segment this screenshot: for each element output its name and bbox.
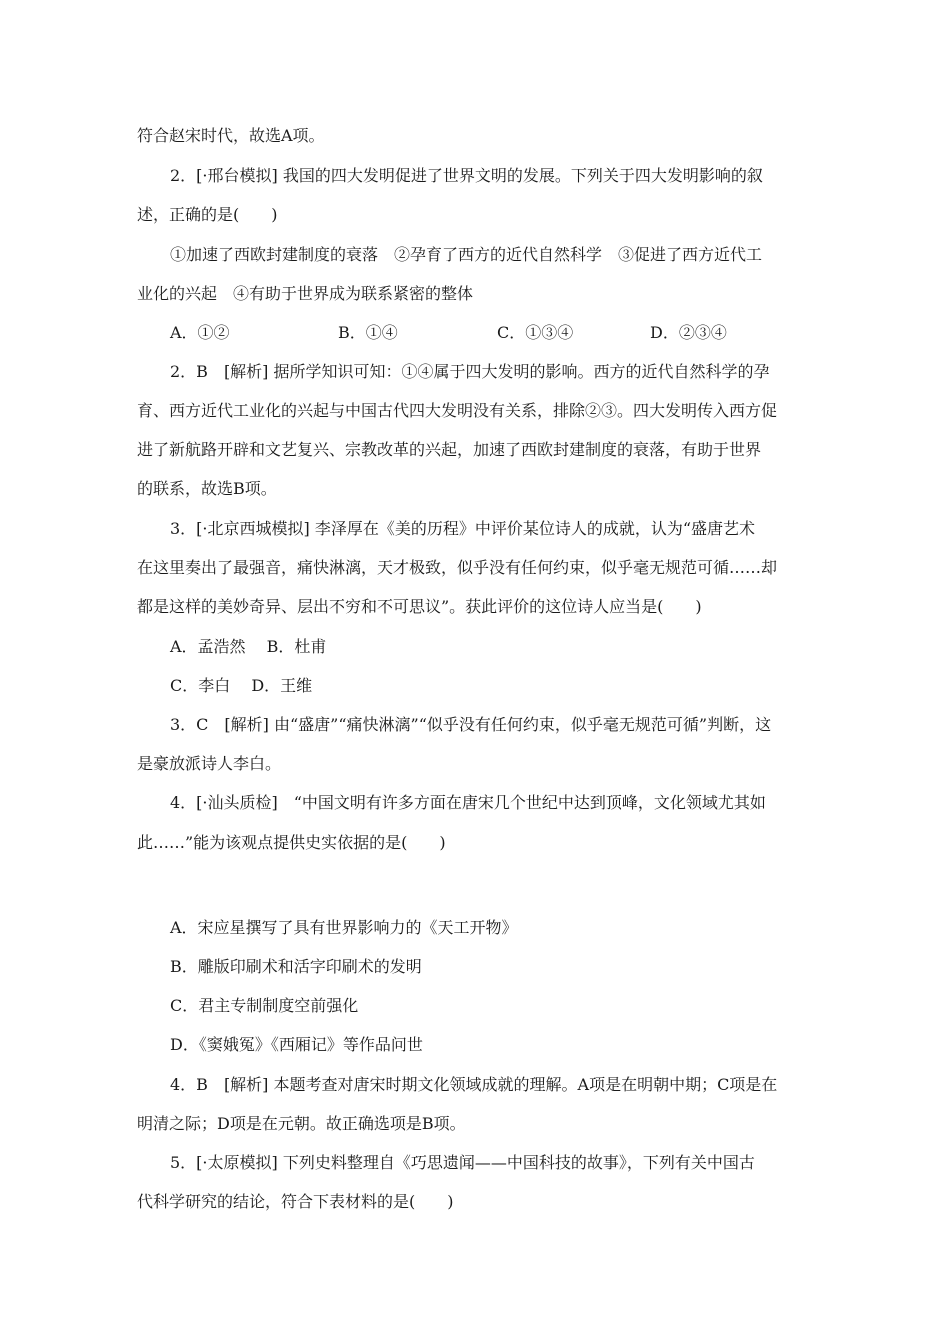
q4-option-a: A．宋应星撰写了具有世界影响力的《天工开物》 <box>170 918 518 937</box>
q3-options-ab: A．孟浩然 B．杜甫 <box>170 637 327 656</box>
q3-options-cd: C．李白 D．王维 <box>170 676 313 695</box>
answer-4-analysis: 4．B [解析] 本题考查对唐宋时期文化领域成就的理解。A项是在明朝中期；C项是在 <box>170 1075 778 1094</box>
q2-option-c: C．①③④ <box>497 323 574 342</box>
text-line: 育、西方近代工业化的兴起与中国古代四大发明没有关系，排除②③。四大发明传入西方促 <box>137 401 778 420</box>
text-line: 述，正确的是( ) <box>137 205 278 224</box>
q4-option-c: C．君主专制制度空前强化 <box>170 996 359 1015</box>
q2-option-b: B．①④ <box>338 323 398 342</box>
text-line: 代科学研究的结论，符合下表材料的是( ) <box>137 1192 454 1211</box>
text-line: 业化的兴起 ④有助于世界成为联系紧密的整体 <box>137 284 474 303</box>
text-line: 进了新航路开辟和文艺复兴、宗教改革的兴起，加速了西欧封建制度的衰落，有助于世界 <box>137 440 762 459</box>
question-4-stem: 4．[·汕头质检] “中国文明有许多方面在唐宋几个世纪中达到顶峰，文化领域尤其如 <box>170 793 766 812</box>
question-5-stem: 5．[·太原模拟] 下列史料整理自《巧思遗闻——中国科技的故事》，下列有关中国古 <box>170 1153 755 1172</box>
question-2-stem: 2．[·邢台模拟] 我国的四大发明促进了世界文明的发展。下列关于四大发明影响的叙 <box>170 166 763 185</box>
text-line: 都是这样的美妙奇异、层出不穷和不可思议”。获此评价的这位诗人应当是( ) <box>137 597 702 616</box>
text-line: 此……”能为该观点提供史实依据的是( ) <box>137 833 446 852</box>
answer-3-analysis: 3．C [解析] 由“盛唐”“痛快淋漓”“似乎没有任何约束，似乎毫无规范可循”判断，这 <box>170 715 772 734</box>
text-line: 明清之际；D项是在元朝。故正确选项是B项。 <box>137 1114 466 1133</box>
text-line: 的联系，故选B项。 <box>137 479 277 498</box>
text-line: 符合赵宋时代，故选A项。 <box>137 126 325 145</box>
q4-option-b: B．雕版印刷术和活字印刷术的发明 <box>170 957 422 976</box>
q4-option-d: D．《窦娥冤》《西厢记》等作品问世 <box>170 1035 423 1054</box>
text-line: 在这里奏出了最强音，痛快淋漓，天才极致，似乎没有任何约束，似乎毫无规范可循……却 <box>137 558 778 577</box>
answer-2-analysis: 2．B [解析] 据所学知识可知：①④属于四大发明的影响。西方的近代自然科学的孕 <box>170 362 770 381</box>
question-3-stem: 3．[·北京西城模拟] 李泽厚在《美的历程》中评价某位诗人的成就，认为“盛唐艺术 <box>170 519 756 538</box>
q2-option-a: A．①② <box>170 323 230 342</box>
question-2-statements: ①加速了西欧封建制度的衰落 ②孕育了西方的近代自然科学 ③促进了西方近代工 <box>170 245 763 264</box>
q2-option-d: D．②③④ <box>650 323 727 342</box>
text-line: 是豪放派诗人李白。 <box>137 754 282 773</box>
